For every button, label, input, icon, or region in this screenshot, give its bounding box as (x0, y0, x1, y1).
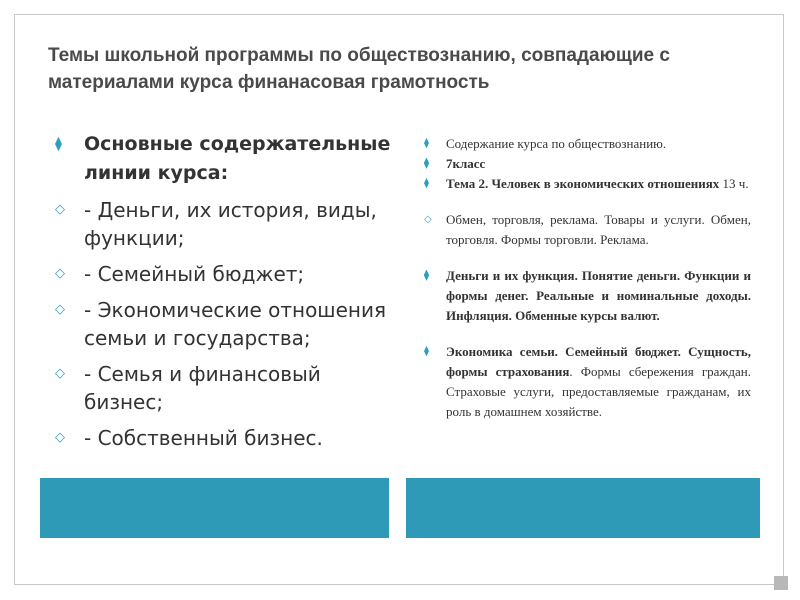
right-paragraph-2 (424, 266, 751, 326)
diamond-bullet-icon: ⧫ (424, 158, 429, 169)
frame-corner-shadow (774, 576, 788, 590)
list-item (55, 360, 393, 416)
hollow-diamond-bullet-icon: ◇ (424, 214, 432, 225)
hollow-diamond-bullet-icon: ◇ (55, 202, 65, 217)
right-topic-bold: Тема 2. Человек в экономических отношениях (446, 176, 720, 191)
accent-band-right (406, 478, 760, 538)
list-item-text: - Семейный бюджет; (84, 262, 305, 286)
right-topic-hours: 13 ч. (719, 176, 749, 191)
right-intro-text: Содержание курса по обществознанию. (446, 136, 667, 151)
right-paragraph-2-text: Деньги и их функция. Понятие деньги. Функции и формы денег. Реальные и номинальные доходы. Инфляция. Обменные курсы валют. (446, 268, 751, 323)
left-column-list (55, 130, 393, 460)
list-item-text: - Собственный бизнес. (84, 426, 323, 450)
diamond-bullet-icon: ⧫ (424, 178, 429, 189)
diamond-bullet-icon: ⧫ (424, 270, 429, 281)
list-item (55, 196, 393, 252)
hollow-diamond-bullet-icon: ◇ (55, 266, 65, 281)
list-item (55, 296, 393, 352)
list-item-text: - Деньги, их история, виды, функции; (84, 198, 377, 250)
right-intro (424, 134, 751, 154)
diamond-bullet-icon: ⧫ (55, 136, 62, 152)
diamond-bullet-icon: ⧫ (424, 346, 429, 357)
list-item (55, 260, 393, 288)
list-item-text: - Экономические отношения семьи и государства; (84, 298, 387, 350)
hollow-diamond-bullet-icon: ◇ (55, 302, 65, 317)
right-paragraph-3-rest: . Формы сбережения граждан. Страховые услуги, предоставляемые гражданам, их роль в домашнем хозяйстве. (446, 364, 751, 419)
right-column (424, 134, 751, 422)
slide-title: Темы школьной программы по обществознанию, совпадающие с материалами курса финанасовая грамотность (48, 45, 670, 93)
accent-band-left (40, 478, 389, 538)
right-grade-text: 7класс (446, 156, 486, 171)
list-item-text: - Семья и финансовый бизнес; (84, 362, 321, 414)
left-list-heading (55, 130, 393, 188)
right-paragraph-1-text: Обмен, торговля, реклама. Товары и услуги. Обмен, торговля. Формы торговли. Реклама. (446, 212, 751, 247)
right-paragraph-1 (424, 210, 751, 250)
right-paragraph-3-bold: Экономика семьи. Семейный бюджет. Сущность, формы страхования (446, 344, 751, 379)
diamond-bullet-icon: ⧫ (424, 138, 429, 149)
left-heading-text: Основные содержательные линии курса: (84, 133, 391, 184)
right-grade (424, 154, 751, 174)
hollow-diamond-bullet-icon: ◇ (55, 430, 65, 445)
right-paragraph-3 (424, 342, 751, 422)
right-topic (424, 174, 751, 194)
hollow-diamond-bullet-icon: ◇ (55, 366, 65, 381)
list-item (55, 424, 393, 452)
